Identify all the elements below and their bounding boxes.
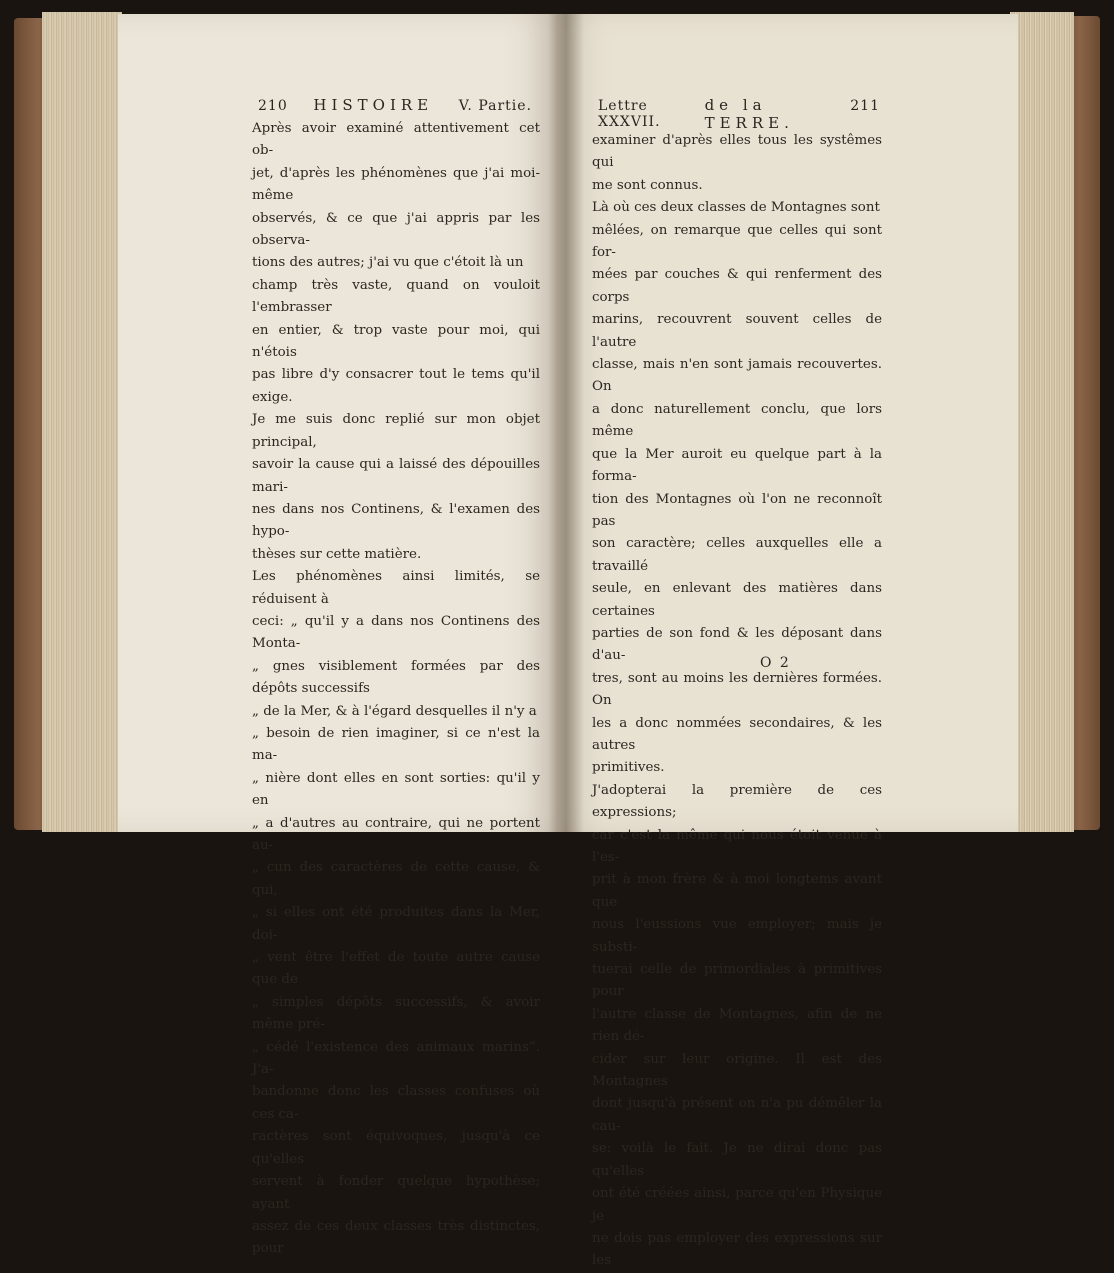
text-line: seule, en enlevant des matières dans certaines [592, 581, 882, 619]
text-line: Après avoir examiné attentivement cet ob- [252, 121, 540, 159]
text-line: bandonne donc les classes confuses où ces ca- [252, 1084, 540, 1122]
text-line: parties de son fond & les déposant dans d'au- [592, 625, 882, 664]
text-line: tion des Montagnes où l'on ne reconnoît pas [592, 491, 882, 529]
page-edges-right [1010, 12, 1074, 832]
text-line: examiner d'après elles tous les systêmes qui [592, 133, 882, 171]
text-line: jet, d'après les phénomènes que j'ai moi-même [252, 165, 540, 204]
left-page-header [258, 96, 532, 114]
text-line: Là où ces deux classes de Montagnes sont [592, 200, 880, 216]
text-line: ont été créées ainsi, parce qu'en Physique je [592, 1186, 882, 1224]
text-line: tres, sont au moins les dernières formées. On [592, 670, 882, 709]
text-line: „ simples dépôts successifs, & avoir même pré- [252, 994, 540, 1033]
text-line: nes dans nos Continens, & l'examen des hypo- [252, 501, 540, 540]
left-page-text [252, 118, 540, 1261]
book-gutter [548, 14, 584, 832]
text-line: tuerai celle de primordiales à primitives pour [592, 962, 882, 1000]
signature-mark: O 2 [760, 655, 791, 671]
right-page-header [598, 96, 880, 132]
right-letter-label: Lettre XXXVII. [598, 98, 661, 130]
page-edges-left [42, 12, 122, 832]
left-running-title: HISTOIRE [313, 96, 434, 114]
text-line: „ besoin de rien imaginer, si ce n'est la ma- [252, 725, 540, 764]
text-line: servent à fonder quelque hypothèse; ayant [252, 1174, 540, 1212]
text-line: „ cédé l'existence des animaux marins”. J'a- [252, 1039, 540, 1078]
text-line: „ gnes visiblement formées par des dépôts successifs [252, 658, 540, 697]
text-line: „ a d'autres au contraire, qui ne portent au- [252, 815, 540, 853]
text-line: thèses sur cette matière. [252, 546, 422, 562]
right-page-number: 211 [850, 98, 880, 114]
text-line: me sont connus. [592, 177, 703, 193]
text-line: „ vent être l'effet de toute autre cause que de [252, 950, 540, 988]
text-line: classe, mais n'en sont jamais recouvertes. On [592, 357, 882, 395]
text-line: cider sur leur origine. Il est des Montagnes [592, 1051, 882, 1090]
text-line: observés, & ce que j'ai appris par les observa- [252, 210, 540, 249]
text-line: son caractère; celles auxquelles elle a travaillé [592, 536, 882, 574]
text-line: les a donc nommées secondaires, & les autres [592, 715, 882, 753]
left-part-label: V. Partie. [458, 98, 532, 114]
text-line: „ nière dont elles en sont sorties: qu'il y en [252, 770, 540, 809]
text-line: ractères sont équivoques, jusqu'à ce qu'elles [252, 1129, 540, 1167]
text-line: que la Mer auroit eu quelque part à la forma- [592, 446, 882, 485]
text-line: car c'est la même qui nous étoit venue à l'es- [592, 827, 882, 865]
text-line: mées par couches & qui renferment des corps [592, 267, 882, 305]
text-line: „ cun des caractères de cette cause, & qui, [252, 860, 540, 898]
text-line: dont jusqu'à présent on n'a pu démêler la cau- [592, 1096, 882, 1134]
text-line: marins, recouvrent souvent celles de l'autre [592, 312, 882, 350]
text-line: en entier, & trop vaste pour moi, qui n'étois [252, 322, 540, 361]
text-line: pas libre d'y consacrer tout le tems qu'il exige. [252, 367, 540, 405]
text-line: a donc naturellement conclu, que lors même [592, 401, 882, 440]
text-line: primitives. [592, 760, 665, 776]
text-line: Je me suis donc replié sur mon objet principal, [252, 412, 540, 450]
text-line: Les phénomènes ainsi limités, se réduisent à [252, 569, 540, 607]
text-line: J'adopterai la première de ces expressions; [592, 782, 882, 821]
text-line: savoir la cause qui a laissé des dépouilles mari- [252, 457, 540, 495]
right-page-text [592, 130, 882, 1273]
text-line: assez de ces deux classes très distinctes, pour [252, 1218, 540, 1257]
text-line: „ si elles ont été produites dans la Mer, doi- [252, 905, 540, 943]
text-line: tions des autres; j'ai vu que c'étoit là un [252, 255, 524, 271]
text-line: prit à mon frère & à moi longtems avant que [592, 872, 882, 910]
text-line: se: voilà le fait. Je ne dirai donc pas qu'elles [592, 1141, 882, 1179]
right-running-title: de la TERRE. [704, 96, 794, 132]
text-line: mêlées, on remarque que celles qui sont for- [592, 222, 882, 261]
text-line: ne dois pas employer des expressions sur les [592, 1230, 882, 1269]
text-line: ceci: „ qu'il y a dans nos Continens des Monta- [252, 613, 540, 652]
left-page-number: 210 [258, 98, 288, 114]
text-line: „ de la Mer, & à l'égard desquelles il n'y a [252, 703, 537, 719]
text-line: champ très vaste, quand on vouloit l'embrasser [252, 277, 540, 316]
text-line: l'autre classe de Montagnes, afin de ne rien dé- [592, 1006, 882, 1045]
text-line: nous l'eussions vue employer; mais je substi- [592, 917, 882, 955]
